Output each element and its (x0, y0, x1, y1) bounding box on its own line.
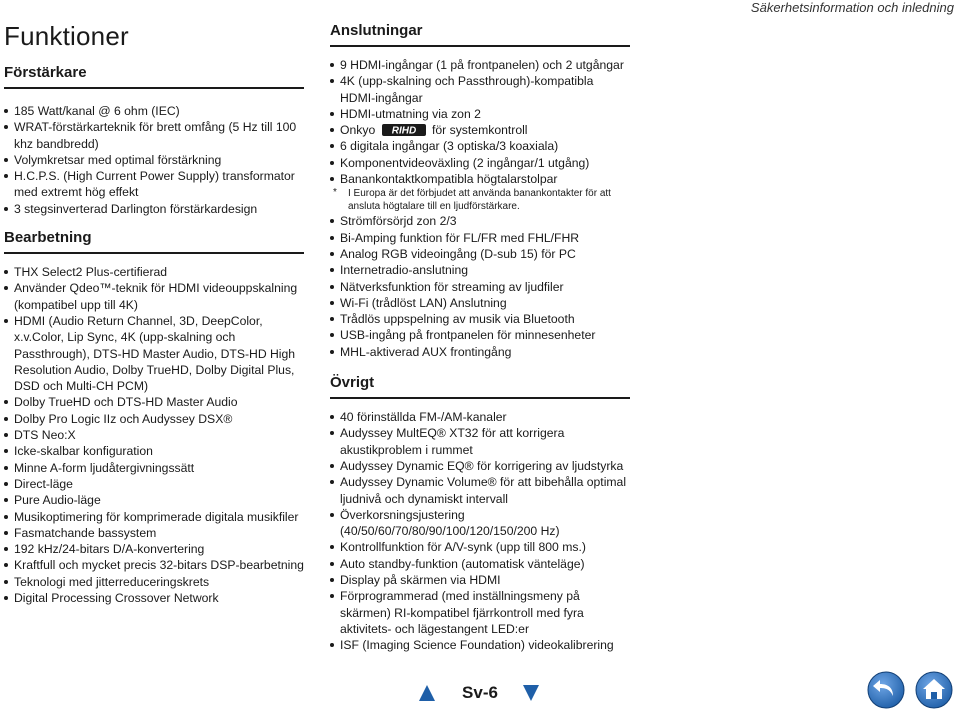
list-item: Musikoptimering för komprimerade digitala musikfiler (4, 509, 304, 525)
footnote: * I Europa är det förbjudet att använda banankontakter för att ansluta högtalare till en ljudförstärkare. (330, 187, 630, 213)
list-item: Kraftfull och mycket precis 32-bitars DSP-bearbetning (4, 557, 304, 573)
list-item: Display på skärmen via HDMI (330, 572, 630, 588)
left-column (4, 0, 304, 606)
list-item: Internetradio-anslutning (330, 262, 630, 278)
list-item: THX Select2 Plus-certifierad (4, 264, 304, 280)
page-title: Funktioner (4, 21, 129, 51)
amplifier-list (4, 103, 304, 217)
list-item: 4K (upp-skalning och Passthrough)-kompatibla HDMI-ingångar (330, 73, 630, 106)
list-item: HDMI (Audio Return Channel, 3D, DeepColor, x.v.Color, Lip Sync, 4K (upp-skalning och Passthrough), DTS-HD Master Audio, DTS-HD High Resolution Audio, Dolby TrueHD, Dolby Digital Plus, DSD och Multi-CH PCM) (4, 313, 304, 394)
list-item: Dolby Pro Logic IIz och Audyssey DSX® (4, 411, 304, 427)
list-item: Wi-Fi (trådlöst LAN) Anslutning (330, 295, 630, 311)
list-item: MHL-aktiverad AUX frontingång (330, 344, 630, 360)
list-item: Auto standby-funktion (automatisk vänteläge) (330, 556, 630, 572)
processing-section-title: Bearbetning (4, 229, 304, 254)
svg-text:RIHD: RIHD (391, 125, 416, 137)
list-item: HDMI-utmatning via zon 2 (330, 106, 630, 122)
list-item: 9 HDMI-ingångar (1 på frontpanelen) och 2 utgångar (330, 57, 630, 73)
list-item: Audyssey MultEQ® XT32 för att korrigera akustikproblem i rummet (330, 425, 630, 458)
list-item: Komponentvideoväxling (2 ingångar/1 utgång) (330, 155, 630, 171)
list-item: Direct-läge (4, 476, 304, 492)
onkyo-suffix: för systemkontroll (432, 123, 528, 138)
list-item: Analog RGB videoingång (D-sub 15) för PC (330, 246, 630, 262)
other-list (330, 409, 630, 653)
list-item: 6 digitala ingångar (3 optiska/3 koaxiala) (330, 138, 630, 154)
list-item: ISF (Imaging Science Foundation) videokalibrering (330, 637, 630, 653)
page-number: Sv-6 (462, 683, 498, 702)
list-item: Teknologi med jitterreduceringskrets (4, 574, 304, 590)
connections-section-title: Anslutningar (330, 22, 630, 47)
back-button-icon[interactable] (866, 670, 906, 710)
list-item: Överkorsningsjustering (40/50/60/70/80/90/100/120/150/200 Hz) (330, 507, 630, 540)
list-item: Minne A-form ljudåtergivningssätt (4, 460, 304, 476)
list-item: 185 Watt/kanal @ 6 ohm (IEC) (4, 103, 304, 119)
list-item: Audyssey Dynamic EQ® för korrigering av ljudstyrka (330, 458, 630, 474)
list-item: Kontrollfunktion för A/V-synk (upp till 800 ms.) (330, 539, 630, 555)
next-page-arrow-icon[interactable] (522, 684, 540, 702)
home-button-icon[interactable] (914, 670, 954, 710)
previous-page-arrow-icon[interactable] (418, 684, 436, 702)
connections-list (330, 57, 630, 360)
page-navigation (418, 680, 542, 710)
list-item: Använder Qdeo™-teknik för HDMI videouppskalning (kompatibel upp till 4K) (4, 280, 304, 313)
list-item: Förprogrammerad (med inställningsmeny på skärmen) RI-kompatibel fjärrkontroll med fyra aktivitets- och lägestangent LED:er (330, 588, 630, 637)
list-item: WRAT-förstärkarteknik för brett omfång (5 Hz till 100 khz bandbredd) (4, 119, 304, 152)
list-item: Fasmatchande bassystem (4, 525, 304, 541)
list-item: USB-ingång på frontpanelen för minnesenheter (330, 327, 630, 343)
list-item: H.C.P.S. (High Current Power Supply) transformator med extremt hög effekt (4, 168, 304, 201)
list-item: Trådlös uppspelning av musik via Bluetooth (330, 311, 630, 327)
onkyo-prefix: Onkyo (340, 123, 376, 138)
list-item: Banankontaktkompatibla högtalarstolpar (330, 171, 630, 187)
list-item-onkyo-rihd (330, 122, 630, 138)
list-item: Audyssey Dynamic Volume® för att bibehålla optimal ljudnivå och dynamiskt intervall (330, 474, 630, 507)
list-item: Dolby TrueHD och DTS-HD Master Audio (4, 394, 304, 410)
list-item: Digital Processing Crossover Network (4, 590, 304, 606)
list-item: Bi-Amping funktion för FL/FR med FHL/FHR (330, 230, 630, 246)
rihd-logo-icon (382, 124, 426, 136)
processing-list (4, 264, 304, 606)
other-section-title: Övrigt (330, 374, 630, 399)
section-header-label: Säkerhetsinformation och inledning (750, 0, 954, 15)
list-item: 192 kHz/24-bitars D/A-konvertering (4, 541, 304, 557)
list-item: Pure Audio-läge (4, 492, 304, 508)
list-item: 40 förinställda FM-/AM-kanaler (330, 409, 630, 425)
list-item: Strömförsörjd zon 2/3 (330, 213, 630, 229)
list-item: DTS Neo:X (4, 427, 304, 443)
list-item: Nätverksfunktion för streaming av ljudfiler (330, 279, 630, 295)
amplifier-section-title: Förstärkare (4, 64, 304, 89)
list-item: Volymkretsar med optimal förstärkning (4, 152, 304, 168)
middle-column (330, 0, 630, 654)
list-item: 3 stegsinverterad Darlington förstärkardesign (4, 201, 304, 217)
list-item: Icke-skalbar konfiguration (4, 443, 304, 459)
